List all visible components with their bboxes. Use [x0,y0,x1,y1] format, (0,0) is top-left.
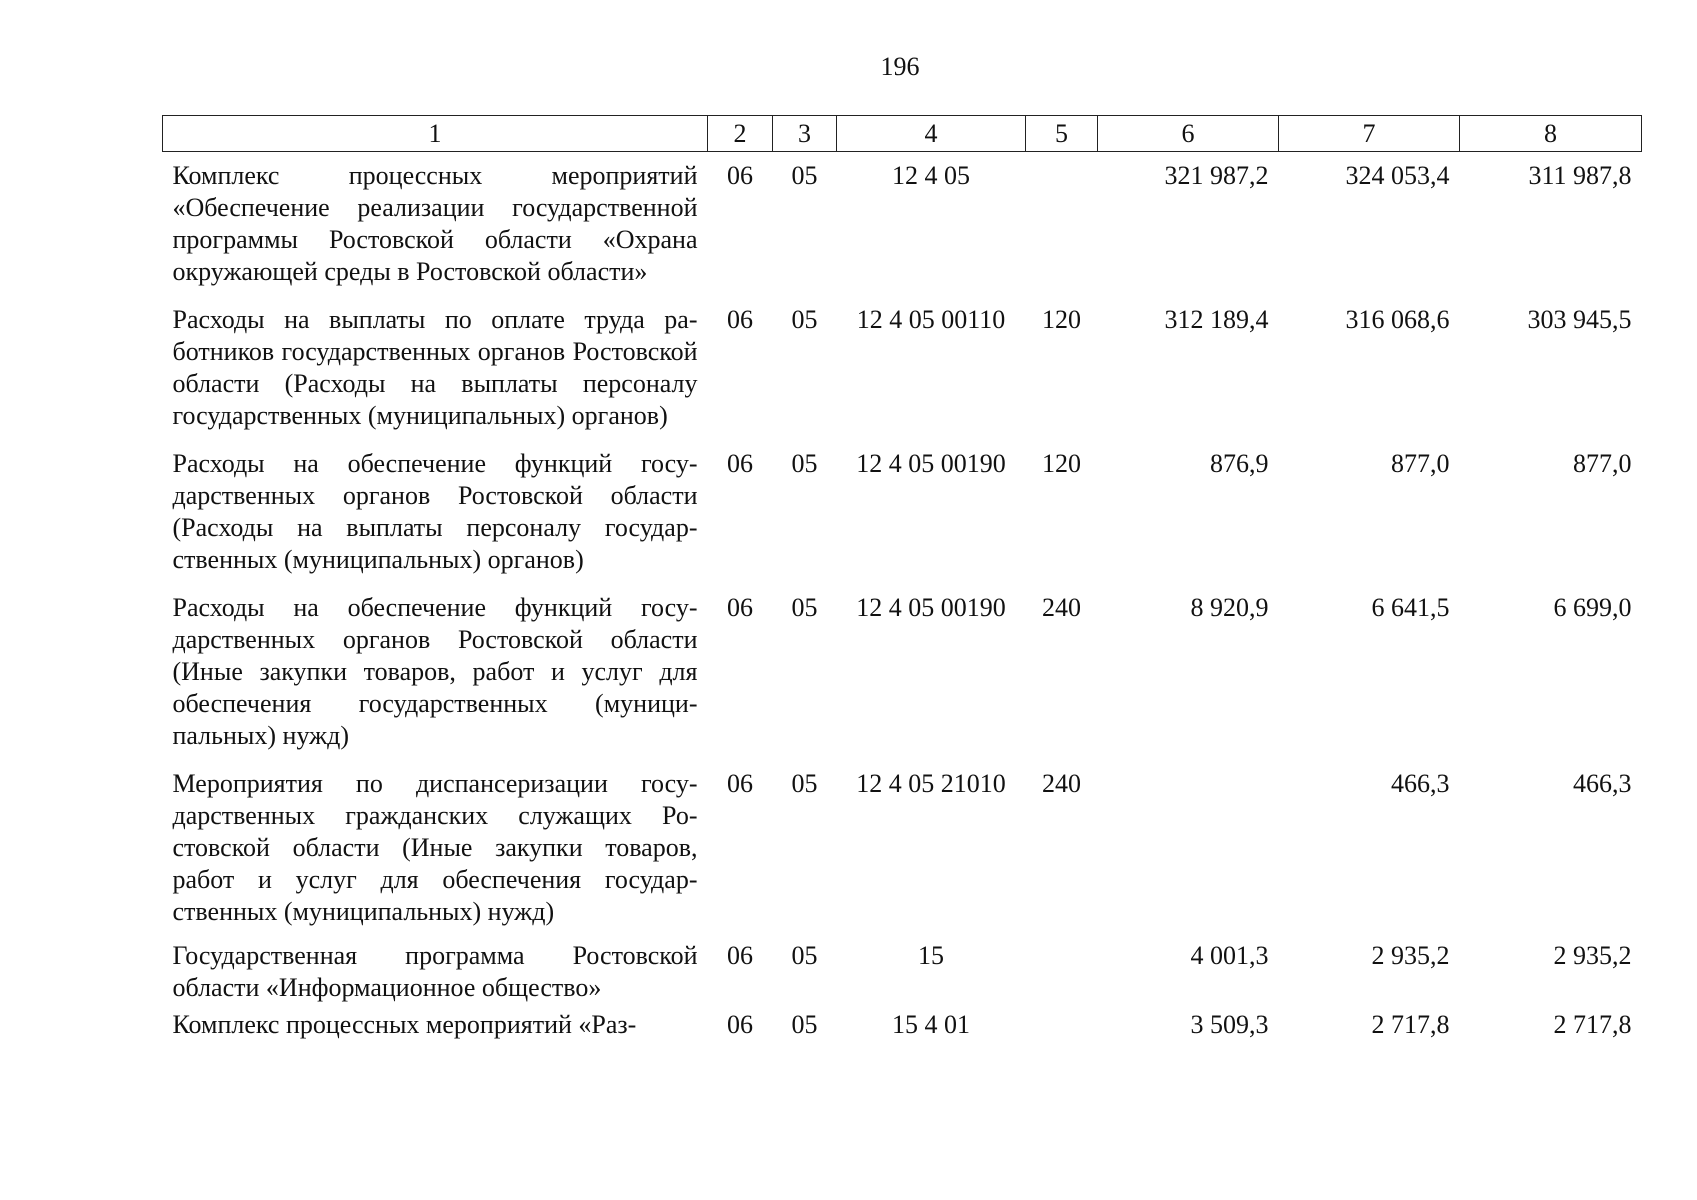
row-subsection-code: 05 [791,449,818,478]
row-expense-type-code: 240 [1042,769,1081,798]
row-target-code: 15 4 01 [892,1010,970,1039]
row-amount-col6: 8 920,9 [1190,593,1269,622]
row-name: Расходы на обеспечение функций государственных органов Ростовской области (Расходы на выплаты персоналу государственных (муниципальных) органов) [172,449,698,574]
row-target-code: 12 4 05 00190 [856,593,1006,622]
row-amount-col6: 3 509,3 [1190,1010,1269,1039]
row-amount-col6: 4 001,3 [1190,941,1269,970]
row-amount-col6 [1098,760,1279,936]
table-row [163,584,1642,760]
table-row [163,296,1642,440]
row-name: Расходы на выплаты по оплате труда работников государственных органов Ростовской области (Расходы на выплаты персоналу государственных (муниципальных) органов) [172,305,698,430]
row-target-code: 12 4 05 21010 [856,769,1006,798]
row-amount-col7: 324 053,4 [1345,161,1450,190]
row-target-code: 12 4 05 00190 [856,449,1006,478]
header-cell-2: 2 [708,116,773,152]
table-row [163,760,1642,936]
row-amount-col7: 877,0 [1391,449,1450,478]
row-amount-col8: 466,3 [1573,769,1632,798]
row-target-code: 12 4 05 [892,161,970,190]
row-section-code: 06 [727,161,753,190]
row-amount-col7: 466,3 [1391,769,1450,798]
row-amount-col8: 2 935,2 [1553,941,1632,970]
row-section-code: 06 [727,941,753,970]
table-row [163,936,1642,1005]
row-subsection-code: 05 [791,769,818,798]
header-cell-8: 8 [1460,116,1642,152]
header-cell-6: 6 [1098,116,1279,152]
row-section-code: 06 [727,769,753,798]
row-amount-col7: 316 068,6 [1345,305,1450,334]
row-subsection-code: 05 [791,593,818,622]
row-amount-col8: 877,0 [1573,449,1632,478]
row-expense-type-code [1026,936,1098,1005]
row-amount-col6: 321 987,2 [1164,161,1269,190]
page-number-text: 196 [880,52,920,81]
row-name: Комплекс процессных мероприятий «Обеспечение реализации государственной программы Ростовской области «Охрана окружающей среды в Ростовской области» [172,161,698,286]
row-name: Мероприятия по диспансеризации государственных гражданских служащих Ростовской области (Иные закупки товаров, работ и услуг для обеспечения государственных (муниципальных) нужд) [172,769,698,926]
row-amount-col8: 2 717,8 [1553,1010,1632,1039]
header-cell-3: 3 [773,116,837,152]
row-amount-col7: 2 935,2 [1371,941,1450,970]
row-name: Государственная программа Ростовской области «Информационное общество» [172,941,698,1002]
row-amount-col7: 6 641,5 [1371,593,1450,622]
row-section-code: 06 [727,1010,753,1039]
row-name: Расходы на обеспечение функций государственных органов Ростовской области (Иные закупки товаров, работ и услуг для обеспечения государственных (муниципальных) нужд) [172,593,698,750]
row-target-code: 12 4 05 00110 [856,305,1006,334]
row-amount-col6: 876,9 [1210,449,1269,478]
header-cell-4: 4 [837,116,1026,152]
table-header [163,116,1642,152]
header-cell-7: 7 [1279,116,1460,152]
row-amount-col7: 2 717,8 [1371,1010,1450,1039]
row-name: Комплекс процессных мероприятий «Раз- [172,1010,637,1039]
row-expense-type-code [1026,1005,1098,1042]
row-subsection-code: 05 [791,161,818,190]
table-row [163,1005,1642,1042]
row-subsection-code: 05 [791,305,818,334]
row-expense-type-code [1026,152,1098,297]
row-amount-col6: 312 189,4 [1164,305,1269,334]
row-amount-col8: 6 699,0 [1553,593,1632,622]
header-cell-5: 5 [1026,116,1098,152]
row-expense-type-code: 240 [1042,593,1081,622]
row-expense-type-code: 120 [1042,449,1081,478]
row-subsection-code: 05 [791,1010,818,1039]
row-amount-col8: 303 945,5 [1527,305,1632,334]
row-subsection-code: 05 [791,941,818,970]
row-section-code: 06 [727,593,753,622]
budget-table [162,115,1642,1042]
row-amount-col8: 311 987,8 [1528,161,1632,190]
row-target-code: 15 [918,941,944,970]
table-row [163,152,1642,297]
table-row [163,440,1642,584]
row-expense-type-code: 120 [1042,305,1081,334]
header-cell-1: 1 [163,116,708,152]
row-section-code: 06 [727,305,753,334]
row-section-code: 06 [727,449,753,478]
page-number [0,52,1697,82]
table-body [163,152,1642,1043]
header-row [163,116,1642,152]
